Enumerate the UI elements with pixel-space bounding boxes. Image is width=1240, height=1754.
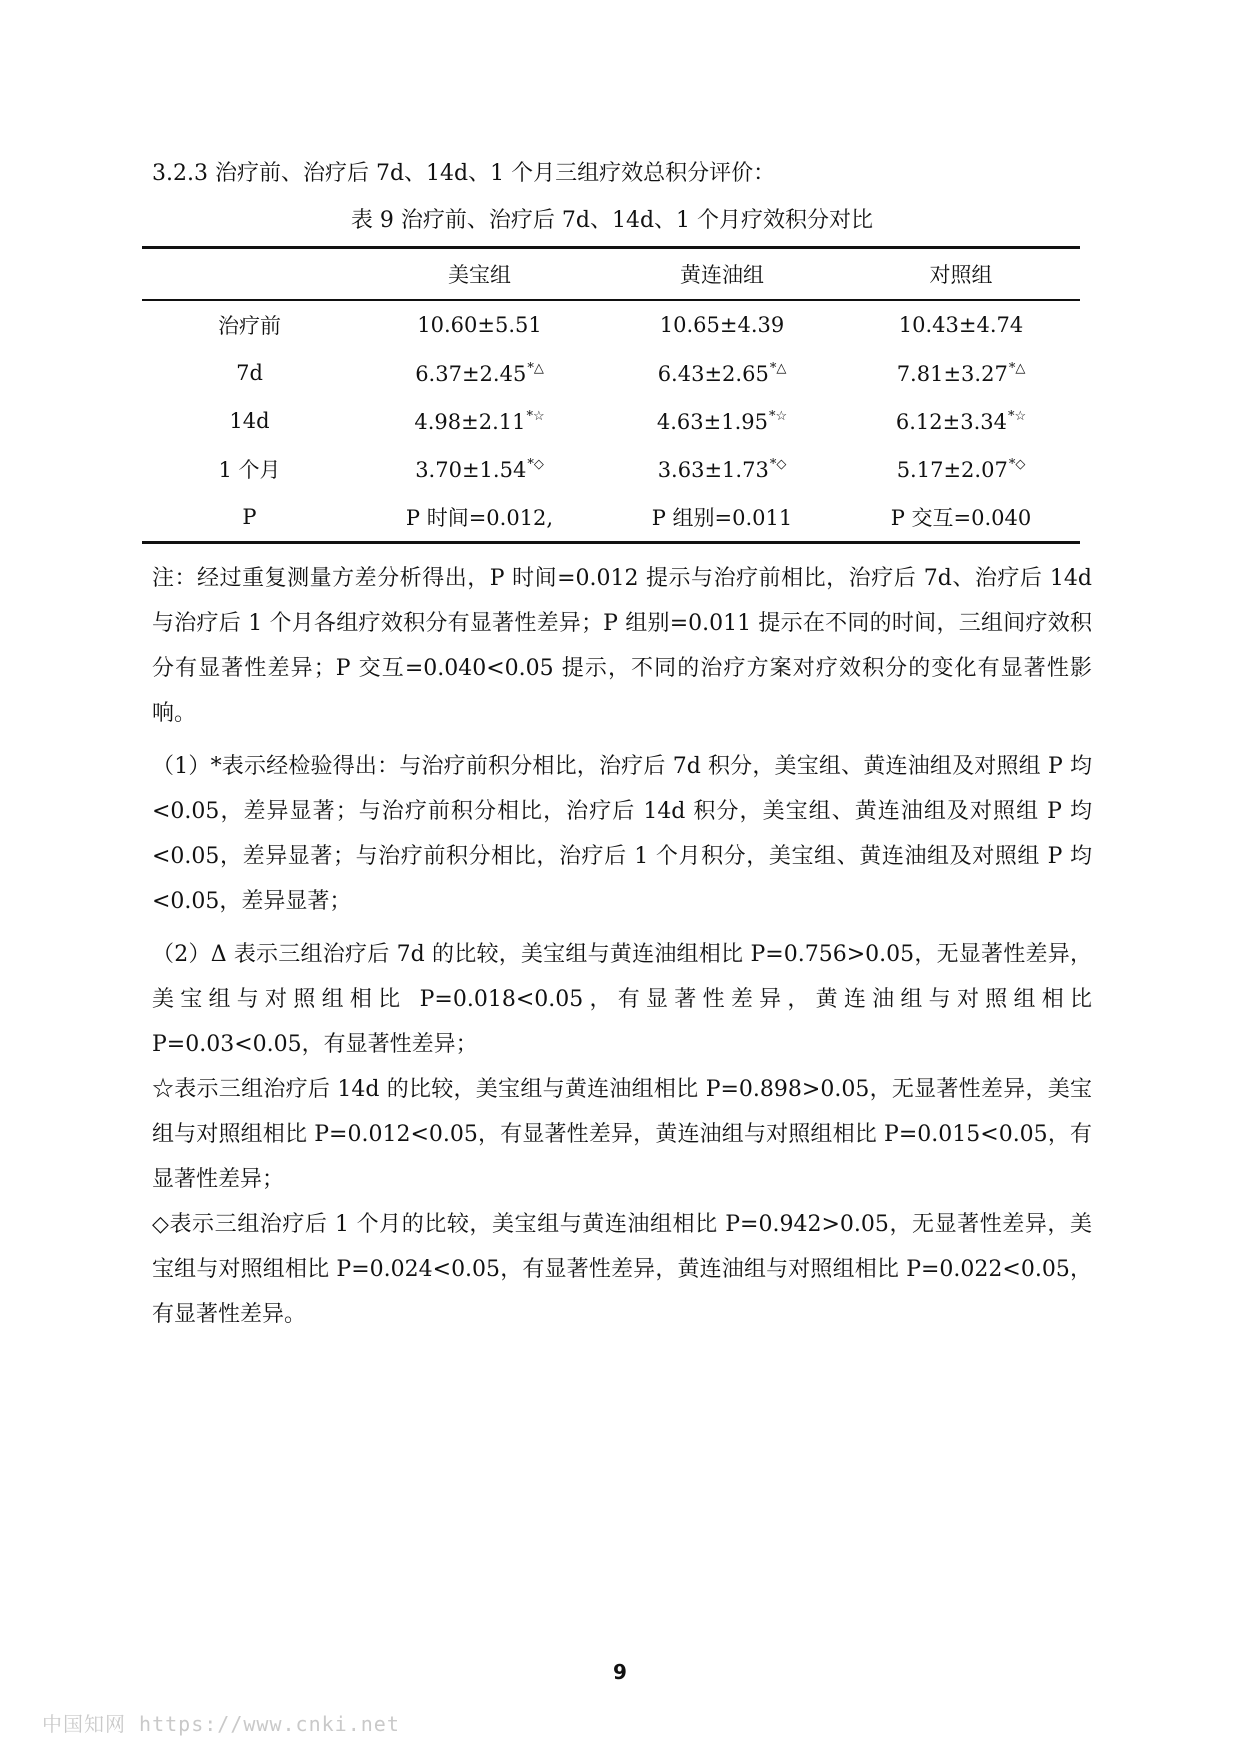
significance-mark: *△ [769, 360, 787, 376]
significance-mark: *◇ [527, 456, 544, 472]
cell-value: 6.12±3.34 [895, 409, 1007, 434]
note-paragraph-star: ☆表示三组治疗后 14d 的比较，美宝组与黄连油组相比 P=0.898>0.05，无显著性差异，美宝组与对照组相比 P=0.012<0.05，有显著性差异，黄连油组与对照组相比 P=0.015<0.05，有显著性差异； [152, 1077, 1092, 1192]
note-paragraph-anova: 注：经过重复测量方差分析得出，P 时间=0.012 提示与治疗前相比，治疗后 7d、治疗后 14d 与治疗后 1 个月各组疗效积分有显著性差异；P 组别=0.011 提示在不同的时间，三组间疗效积分有显著性差异；P 交互=0.040<0.05 提示，不同的治疗方案对疗效积分的变化有显著性影响。 [152, 566, 1092, 726]
cell-value: 4.98±2.11 [414, 409, 526, 434]
table-row [142, 349, 1080, 397]
section-heading: 3.2.3 治疗前、治疗后 7d、14d、1 个月三组疗效总积分评价： [152, 161, 776, 186]
significance-mark: *△ [527, 360, 544, 376]
header-cell-control: 对照组 [842, 248, 1080, 301]
table-header-row [142, 248, 1080, 301]
row-label: 治疗前 [218, 314, 281, 338]
table-notes [152, 556, 1092, 1337]
cell-value: 10.65±4.39 [659, 313, 785, 337]
table-cell [357, 300, 602, 349]
cell-value: 10.43±4.74 [898, 313, 1024, 337]
note-paragraph-triangle: （2）Δ 表示三组治疗后 7d 的比较，美宝组与黄连油组相比 P=0.756>0.05，无显著性差异，美宝组与对照组相比 P=0.018<0.05，有显著性差异，黄连油组与对照组相比 P=0.03<0.05，有显著性差异； [152, 942, 1092, 1057]
significance-mark: *◇ [1008, 456, 1026, 472]
row-label: 7d [236, 361, 263, 385]
table-cell [357, 349, 602, 397]
results-table [142, 246, 1080, 544]
table-cell [602, 445, 842, 493]
header-cell-corner [142, 248, 357, 301]
row-label: P [242, 505, 257, 529]
cell-value: 5.17±2.07 [896, 457, 1008, 482]
table-cell [357, 397, 602, 445]
table-cell [842, 445, 1080, 493]
table-caption: 表 9 治疗前、治疗后 7d、14d、1 个月疗效积分对比 [350, 208, 874, 233]
significance-mark: *△ [1008, 360, 1026, 376]
cell-value: 6.37±2.45 [415, 361, 527, 386]
note-paragraph-asterisk: （1）*表示经检验得出：与治疗前积分相比，治疗后 7d 积分，美宝组、黄连油组及对照组 P 均<0.05，差异显著；与治疗前积分相比，治疗后 14d 积分，美宝组、黄连油组及对照组 P 均<0.05，差异显著；与治疗前积分相比，治疗后 1 个月积分，美宝组、黄连油组及对照组 P 均<0.05，差异显著； [152, 754, 1092, 914]
significance-mark: *☆ [526, 408, 545, 424]
table-cell [842, 397, 1080, 445]
p-value-group: P 组别=0.011 [651, 506, 793, 530]
table-row-p-values [142, 493, 1080, 543]
table-row [142, 397, 1080, 445]
cell-value: 6.43±2.65 [657, 361, 769, 386]
significance-mark: *◇ [769, 456, 787, 472]
cell-value: 7.81±3.27 [896, 361, 1008, 386]
header-cell-huanglian: 黄连油组 [602, 248, 842, 301]
cnki-watermark: 中国知网 https://www.cnki.net [42, 1712, 400, 1736]
header-cell-meibao: 美宝组 [357, 248, 602, 301]
cell-value: 3.63±1.73 [657, 457, 769, 482]
table-row [142, 445, 1080, 493]
table-cell [602, 349, 842, 397]
significance-mark: *☆ [1007, 408, 1027, 424]
significance-mark: *☆ [768, 408, 788, 424]
page-number: 9 [613, 1660, 627, 1684]
note-paragraph-diamond: ◇表示三组治疗后 1 个月的比较，美宝组与黄连油组相比 P=0.942>0.05，无显著性差异，美宝组与对照组相比 P=0.024<0.05，有显著性差异，黄连油组与对照组相比 P=0.022<0.05，有显著性差异。 [152, 1212, 1092, 1327]
cell-value: 10.60±5.51 [417, 313, 542, 337]
table-cell [357, 445, 602, 493]
row-label: 14d [229, 409, 270, 433]
table-cell [842, 300, 1080, 349]
table-cell [602, 300, 842, 349]
table-row [142, 300, 1080, 349]
p-value-interaction: P 交互=0.040 [890, 506, 1032, 530]
table-cell [602, 397, 842, 445]
row-label: 1 个月 [218, 458, 281, 482]
p-value-time: P 时间=0.012, [405, 506, 554, 530]
cell-value: 3.70±1.54 [415, 457, 527, 482]
cell-value: 4.63±1.95 [656, 409, 768, 434]
table-cell [842, 349, 1080, 397]
